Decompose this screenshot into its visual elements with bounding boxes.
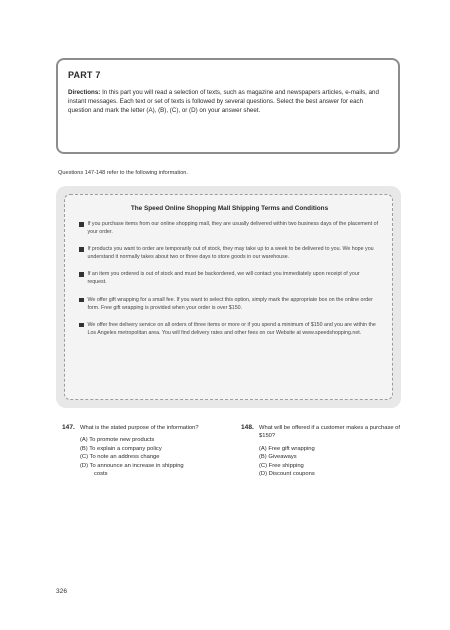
answer-option-d[interactable]: (D) Discount coupons [259, 471, 315, 478]
answer-option-c[interactable]: (C) To note an address change [80, 454, 160, 461]
answer-option-b[interactable]: (B) To explain a company policy [80, 445, 162, 452]
questions-reference: Questions 147-148 refer to the following information. [58, 170, 188, 176]
info-bullet [79, 296, 380, 312]
part-directions-box [56, 58, 400, 154]
answer-option-b[interactable]: (B) Giveaways [259, 454, 297, 461]
question-number: 147. [62, 424, 75, 431]
answer-options [259, 445, 401, 479]
answer-options [80, 436, 222, 478]
directions-text [68, 88, 388, 116]
info-panel-inner [64, 194, 393, 400]
info-title: The Speed Online Shopping Mall Shipping Terms and Conditions [130, 205, 329, 212]
info-bullet [79, 270, 380, 286]
part-title: PART 7 [68, 70, 101, 80]
answer-option-d[interactable]: (D) To announce an increase in shipping [80, 462, 184, 469]
directions-label: Directions: [68, 89, 101, 96]
question-stem: What will be offered if a customer makes a purchase of $150? [259, 425, 401, 440]
question-stem: What is the stated purpose of the information? [80, 425, 199, 431]
square-bullet-icon [79, 323, 84, 328]
info-bullet [79, 321, 380, 337]
answer-option-a[interactable]: (A) Free gift wrapping [259, 445, 315, 452]
info-bullet-text: If products you want to order are temporarily out of stock, they may take up to a week to be delivered to you. We hope you understand it normally takes about two or three days to store goods in our warehouse. [87, 246, 374, 261]
square-bullet-icon [79, 272, 84, 277]
directions-body: In this part you will read a selection of texts, such as magazine and newspapers articles, e-mails, and instant messages. Each text or set of texts is followed by several questions. Select the best answer for each question and mark the letter (A), (B), (C), or (D) on your answer sheet. [68, 89, 379, 115]
info-bullet-text: If an item you ordered is out of stock and must be backordered, we will contact you immediately upon receipt of your request. [87, 271, 360, 286]
square-bullet-icon [79, 298, 84, 303]
page-number: 326 [56, 588, 68, 595]
answer-option-c[interactable]: (C) Free shipping [259, 462, 304, 469]
question-number: 148. [241, 424, 254, 431]
info-bullet [79, 245, 380, 261]
info-bullet-text: We offer free delivery service on all orders of three items or more or if you spend a minimum of $150 and you are within the Los Angeles metropolitan area. You will find delivery rates and other fees on our Website at www.speedshopping.net. [87, 321, 376, 336]
info-bullet-text: If you purchase items from our online shopping mall, they are usually delivered within two business days of the placement of your order. [87, 221, 379, 236]
square-bullet-icon [79, 222, 84, 227]
info-bullet [79, 220, 380, 236]
square-bullet-icon [79, 247, 84, 252]
info-panel [56, 186, 401, 408]
question-148 [241, 424, 401, 478]
question-147 [62, 424, 222, 478]
info-bullet-text: We offer gift wrapping for a small fee. If you want to select this option, simply mark the appropriate box on the online order form. Free gift wrapping is provided when your order is over $150. [87, 296, 373, 311]
answer-option-d-continuation: costs [94, 471, 108, 478]
answer-option-a[interactable]: (A) To promote new products [80, 437, 155, 444]
